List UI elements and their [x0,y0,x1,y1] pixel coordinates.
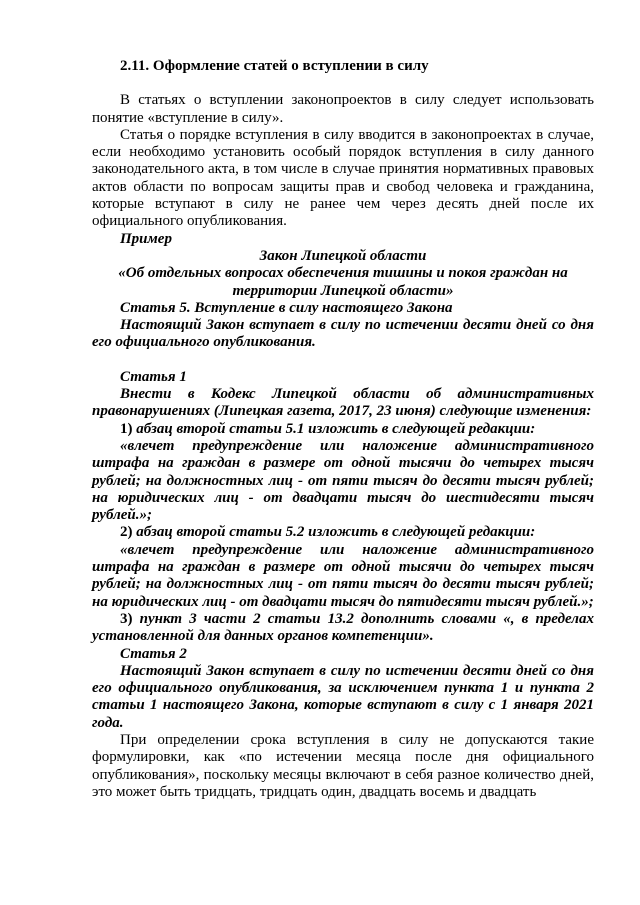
item-1 [92,421,594,438]
item-3-text: пункт 3 части 2 статьи 13.2 дополнить словами «, в пределах установленной для данных органов компетенции». [92,610,595,645]
example-article-text: Настоящий Закон вступает в силу по истечении десяти дней со дня его официального опубликования. [92,317,594,351]
intro-paragraph-1: В статьях о вступлении законопроектов в силу следует использовать понятие «вступление в силу». [92,92,594,126]
section-heading: 2.11. Оформление статей о вступлении в силу [120,58,429,74]
item-1-text: абзац второй статьи 5.1 изложить в следующей редакции: [136,420,536,437]
item-2-number: 2) [120,524,133,541]
article1-heading: Статья 1 [120,368,187,385]
article1-intro: Внести в Кодекс Липецкой области об административных правонарушениях (Липецкая газета, 2017, 23 июня) следующие изменения: [92,386,594,420]
item-1-quote: «влечет предупреждение или наложение административного штрафа на граждан в размере от одной тысячи до четырех тысяч рублей; на должностных лиц - от пяти тысяч до десяти тысяч рублей; на юридических лиц - от двадцати тысяч до шестидесяти тысяч рублей.»; [92,437,594,524]
item-1-number: 1) [120,420,133,437]
intro-paragraph-2: Статья о порядке вступления в силу вводится в законопроектах в случае, если необходимо установить особый порядок вступления в силу данного законодательного акта, в том числе в случае принятия нормативных правовых актов области по вопросам защиты прав и свобод человека и гражданина, которые вступают в силу не ранее чем через десять дней после их официального опубликования. [92,126,594,230]
example-label: Пример [120,230,172,247]
closing-paragraph: При определении срока вступления в силу не допускаются такие формулировки, как «по истечении месяца после дня официального опубликования», поскольку месяцы включают в себя разное количество дней, это может быть тридцать, тридцать один, двадцать восемь и двадцать [92,731,594,800]
article2-text: Настоящий Закон вступает в силу по истечении десяти дней со дня его официального опубликования, за исключением пункта 1 и пункта 2 статьи 1 настоящего Закона, которые вступают в силу с 1 января 2021 года. [92,662,594,731]
example-article-heading: Статья 5. Вступление в силу настоящего Закона [120,299,453,316]
item-3 [92,611,594,646]
spacer [120,352,594,369]
item-2 [92,524,594,541]
document-page [92,58,595,801]
example-law-title: Закон Липецкой области [259,247,427,264]
item-2-quote: «влечет предупреждение или наложение административного штрафа на граждан в размере от одной тысячи до четырех тысяч рублей; на должностных лиц - от пяти тысяч до десяти тысяч рублей; на юридических лиц - от двадцати тысяч до пятидесяти тысяч рублей.»; [92,541,594,610]
article2-heading: Статья 2 [120,645,187,662]
item-2-text: абзац второй статьи 5.2 изложить в следующей редакции: [136,524,536,541]
example-law-name: «Об отдельных вопросах обеспечения тишины и покоя граждан на территории Липецкой области» [118,265,568,299]
item-3-number: 3) [120,610,133,627]
